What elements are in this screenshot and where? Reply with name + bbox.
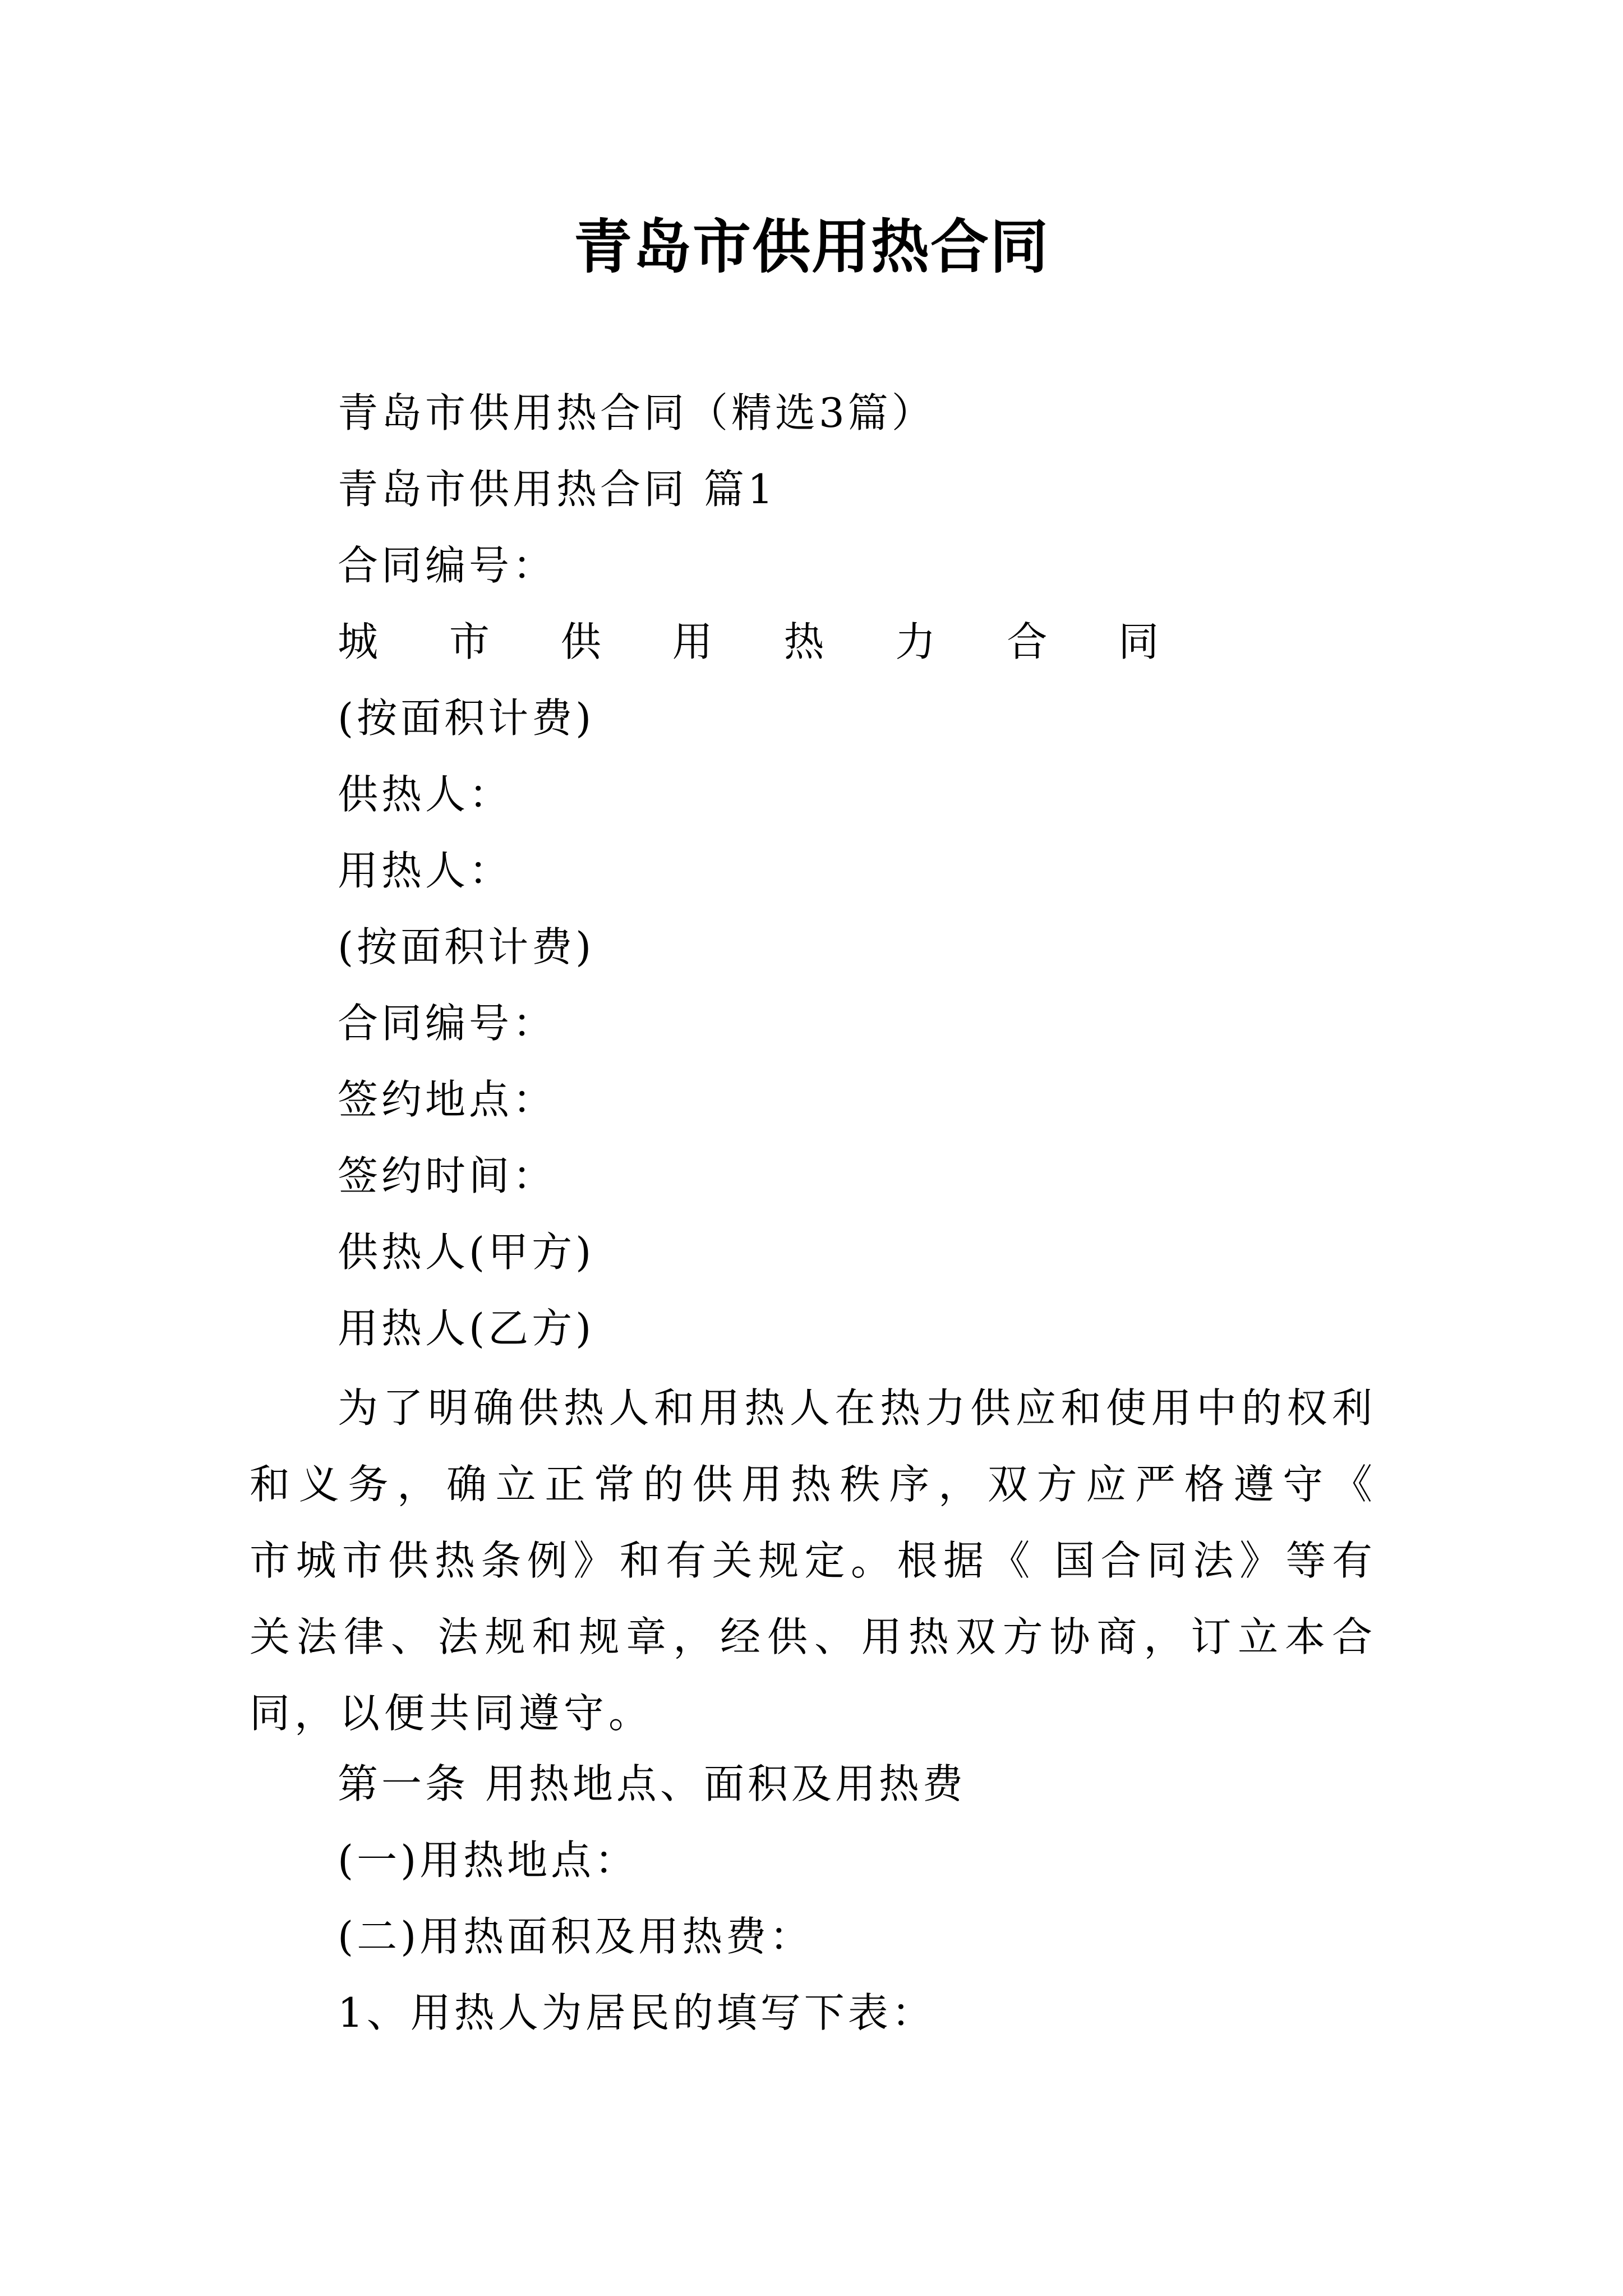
heat-user-label: 用热人：: [338, 847, 513, 894]
signing-time-label: 签约时间：: [338, 1152, 557, 1199]
signing-place-label: 签约地点：: [338, 1076, 557, 1123]
heating-location-label: (一)用热地点：: [338, 1837, 639, 1884]
contract-number-label-2: 合同编号：: [338, 1000, 557, 1047]
article-one-heading: 第一条 用热地点、面积及用热费: [338, 1760, 966, 1807]
party-a-label: 供热人(甲方): [338, 1228, 595, 1276]
subtitle-selection: 青岛市供用热合同（精选3篇）: [338, 389, 935, 436]
contract-number-label: 合同编号：: [338, 542, 557, 589]
section-heading-part1: 青岛市供用热合同 篇1: [338, 466, 777, 513]
heating-area-fee-label: (二)用热面积及用热费：: [338, 1913, 814, 1960]
billing-method-note: (按面积计费): [338, 694, 595, 742]
resident-table-instruction: 1、用热人为居民的填写下表：: [338, 1989, 935, 2036]
preamble-paragraph: 为了明确供热人和用热人在热力供应和使用中的权利和义务，确立正常的供用热秩序，双方应严格遵守《 市城市供热条例》和有关规定。根据《 国合同法》等有关法律、法规和规章，经供、用热双方协商，订立本合同，以便共同遵守。: [250, 1384, 1439, 1737]
heat-supplier-label: 供热人：: [338, 771, 513, 818]
billing-method-note-2: (按面积计费): [338, 923, 595, 970]
contract-name-heading: 城 市 供 用 热 力 合 同: [338, 618, 1188, 665]
document-title: 青岛市供用热合同: [573, 212, 1049, 281]
party-b-label: 用热人(乙方): [338, 1305, 595, 1352]
